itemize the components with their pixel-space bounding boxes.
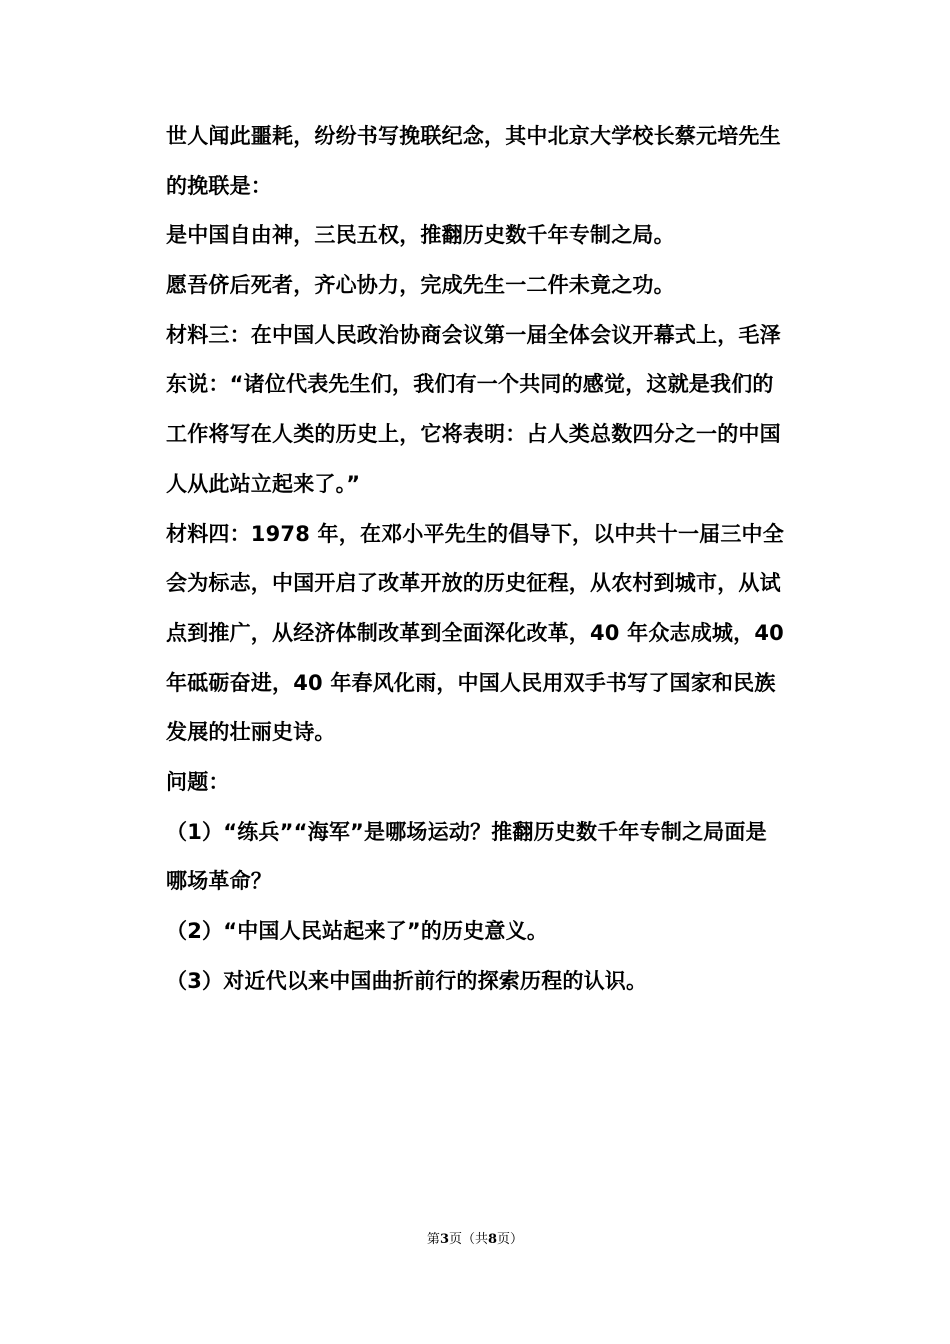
text-line: 东说：“诸位代表先生们，我们有一个共同的感觉，这就是我们的	[166, 372, 774, 397]
text-line: 工作将写在人类的历史上，它将表明：占人类总数四分之一的中国	[166, 422, 781, 447]
page-footer	[0, 1228, 950, 1247]
text-line: （3）对近代以来中国曲折前行的探索历程的认识。	[166, 968, 648, 993]
footer-prefix: 第	[426, 1232, 440, 1247]
text-line: 愿吾侪后死者，齐心协力，完成先生一二件未竟之功。	[166, 273, 675, 298]
footer-suffix: 页）	[497, 1232, 524, 1247]
current-page-number: 3	[439, 1232, 449, 1247]
footer-middle: 页（共	[448, 1232, 488, 1247]
text-line: 会为标志，中国开启了改革开放的历史征程，从农村到城市，从试	[166, 571, 781, 596]
text-line: 材料三：在中国人民政治协商会议第一届全体会议开幕式上，毛泽	[166, 322, 781, 347]
text-line: 人从此站立起来了。”	[166, 471, 361, 496]
document-body	[166, 112, 816, 1006]
text-line: 世人闻此噩耗，纷纷书写挽联纪念，其中北京大学校长蔡元培先生	[166, 124, 781, 148]
text-line: 点到推广，从经济体制改革到全面深化改革，40 年众志成城，40	[166, 620, 784, 645]
text-line: 发展的壮丽史诗。	[166, 720, 336, 745]
text-line: 的挽联是：	[166, 173, 272, 198]
total-page-count: 8	[488, 1232, 498, 1247]
text-line: 年砥砺奋进，40 年春风化雨，中国人民用双手书写了国家和民族	[166, 670, 776, 695]
text-line: （2）“中国人民站起来了”的历史意义。	[166, 919, 549, 943]
text-line: （1）“练兵”“海军”是哪场运动？推翻历史数千年专制之局面是	[166, 819, 767, 844]
text-line: 哪场革命？	[166, 869, 272, 894]
text-line: 是中国自由神，三民五权，推翻历史数千年专制之局。	[166, 223, 675, 248]
text-line: 材料四：1978 年，在邓小平先生的倡导下，以中共十一届三中全	[166, 521, 784, 546]
text-line: 问题：	[166, 769, 230, 794]
